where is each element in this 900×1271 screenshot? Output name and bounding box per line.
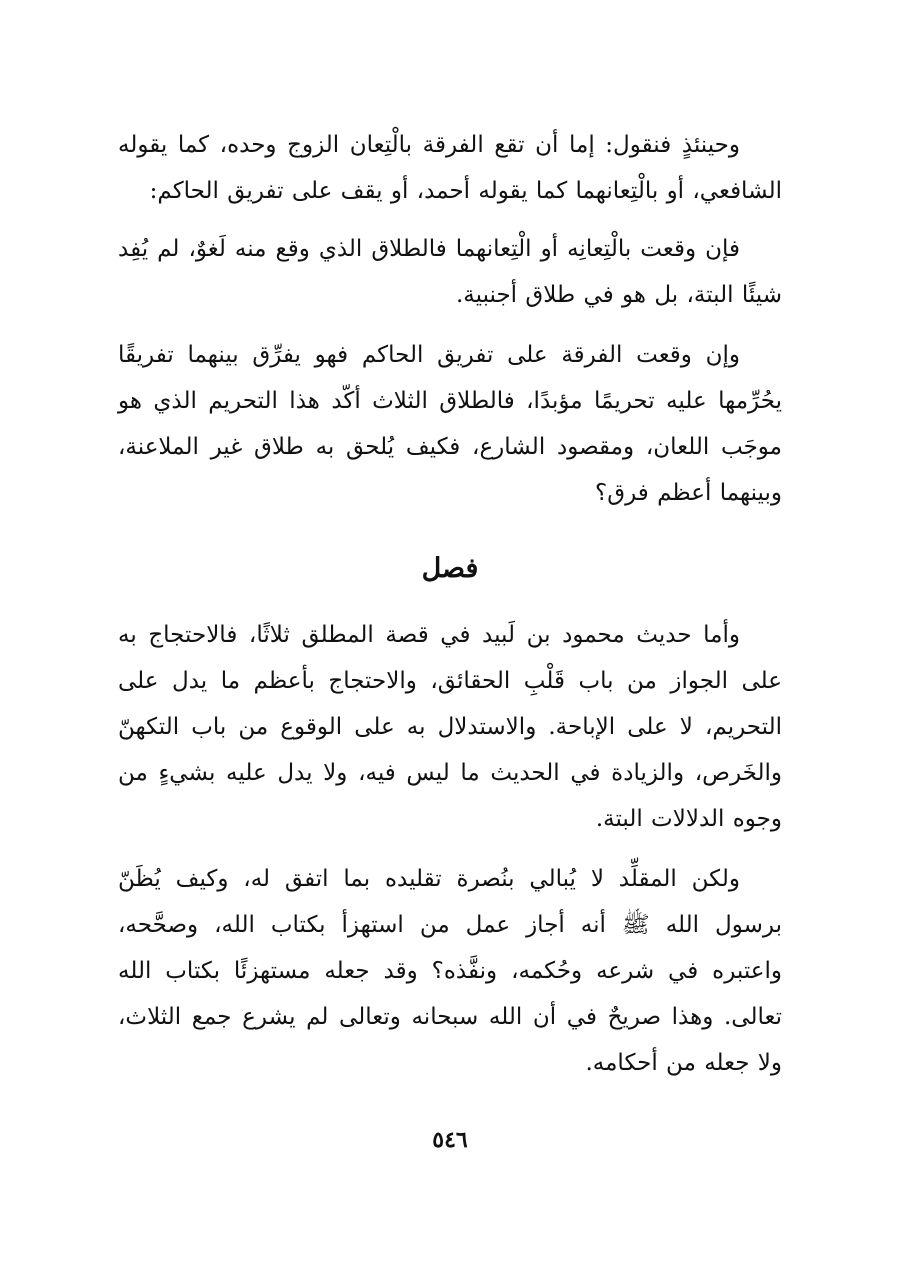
page-number: ٥٤٦ — [432, 1127, 468, 1153]
paragraph-3: وإن وقعت الفرقة على تفريق الحاكم فهو يفرِّق بينهما تفريقًا يحُرِّمها عليه تحريمًا مؤبدًا، فالطلاق الثلاث أكّد هذا التحريم الذي هو موجَب اللعان، ومقصود الشارع، فكيف يُلحق به طلاق غير الملاعنة، وبينهما أعظم فرق؟ — [118, 342, 782, 506]
section-paragraph-2: ولكن المقلِّد لا يُبالي بنُصرة تقليده بما اتفق له، وكيف يُظَنّ برسول الله ﷺ أنه أجاز عمل من استهزأ بكتاب الله، وصحَّحه، واعتبره في شرعه وحُكمه، ونفَّذه؟ وقد جعله مستهزئًا بكتاب الله تعالى. وهذا صريحٌ في أن الله سبحانه وتعالى لم يشرع جمع الثلاث، ولا جعله من أحكامه. — [118, 866, 782, 1076]
section-paragraph-1: وأما حديث محمود بن لَبيد في قصة المطلق ثلاثًا، فالاحتجاج به على الجواز من باب قَلْبِ الحقائق، والاحتجاج بأعظم ما يدل على التحريم، لا على الإباحة. والاستدلال به على الوقوع من باب التكهنّ والخَرص، والزيادة في الحديث ما ليس فيه، ولا يدل عليه بشيءٍ من وجوه الدلالات البتة. — [118, 622, 782, 832]
paragraph-1: وحينئذٍ فنقول: إما أن تقع الفرقة بالْتِعان الزوج وحده، كما يقوله الشافعي، أو بالْتِعانهما كما يقوله أحمد، أو يقف على تفريق الحاكم: — [118, 132, 782, 204]
page-body — [118, 122, 782, 1086]
paragraph-2: فإن وقعت بالْتِعانِه أو الْتِعانهما فالطلاق الذي وقع منه لَغوٌ، لم يُفِد شيئًا البتة، بل هو في طلاق أجنبية. — [118, 236, 782, 308]
section-heading: فصل — [421, 553, 479, 584]
